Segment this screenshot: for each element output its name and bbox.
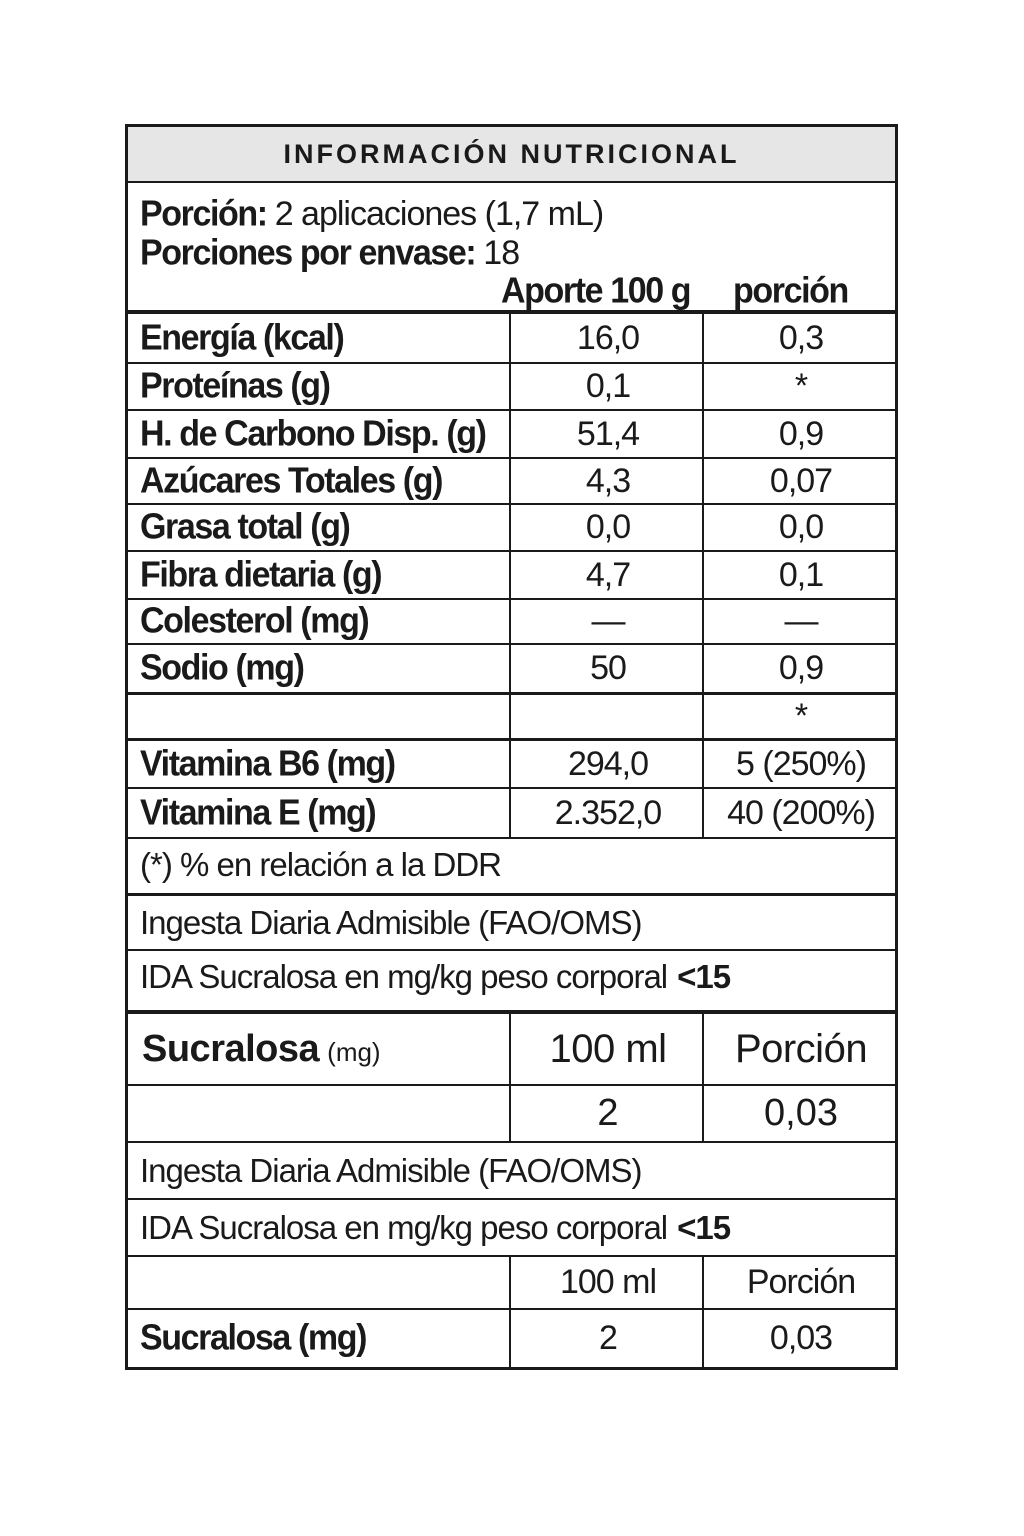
footnote: (*) % en relación a la DDR: [140, 846, 501, 883]
column-divider: [509, 1014, 511, 1143]
column-divider: [702, 1014, 704, 1143]
servings-per-container-label: Porciones por envase:: [140, 232, 476, 273]
nutrient-per100: —: [591, 602, 625, 640]
nutrient-name: Colesterol (mg): [140, 601, 369, 641]
sucralose-val-100ml: 2: [599, 1319, 617, 1357]
sucralose-header-row: [128, 1257, 895, 1310]
serving-label: Porción:: [140, 193, 267, 234]
ida-limit: <15: [677, 958, 731, 995]
nutrient-portion: 0,9: [778, 414, 824, 453]
column-divider: [702, 314, 704, 839]
nutrition-label: [125, 124, 898, 1370]
column-header-per100: Aporte 100 g: [501, 270, 691, 311]
ida-limit: <15: [677, 1208, 731, 1246]
title-row: [128, 127, 895, 183]
nutrient-per100: 4,3: [585, 461, 631, 500]
nutrient-name: Sodio (mg): [140, 648, 304, 688]
vitamin-name: Vitamina E (mg): [140, 792, 376, 833]
ida-text: IDA Sucralosa en mg/kg peso corporal: [140, 1208, 668, 1246]
nutrient-name: Fibra dietaria (g): [140, 554, 382, 595]
sucralose-col-100ml: 100 ml: [549, 1026, 667, 1071]
nutrient-row: [128, 552, 895, 600]
nutrient-portion: —: [784, 602, 818, 640]
nutrient-row: [128, 411, 895, 459]
ida-heading-row: [128, 896, 895, 951]
nutrient-row: [128, 600, 895, 645]
vitamin-per100: 294,0: [567, 744, 649, 783]
sucralose-val-100ml: 2: [597, 1092, 619, 1134]
nutrient-portion: *: [794, 367, 808, 405]
vitamin-portion: 40 (200%): [727, 793, 875, 832]
column-divider: [509, 1257, 511, 1367]
ida-text-row: [128, 1200, 895, 1257]
nutrient-portion: 0,3: [778, 318, 824, 357]
sucralose-header-row: [128, 1014, 895, 1086]
vitamin-row: [128, 741, 895, 789]
nutrient-per100: 4,7: [585, 555, 631, 594]
vitamin-portion: 5 (250%): [736, 744, 866, 783]
sucralose-unit: (mg): [327, 1036, 381, 1067]
nutrient-name: Energía (kcal): [140, 317, 344, 358]
vitamin-per100: 2.352,0: [554, 793, 662, 832]
ida-text-row: [128, 951, 895, 1014]
nutrient-per100: 0,0: [585, 508, 631, 546]
ida-heading: Ingesta Diaria Admisible (FAO/OMS): [140, 903, 642, 941]
nutrient-row: [128, 459, 895, 505]
nutrient-row: [128, 505, 895, 552]
ida-text: IDA Sucralosa en mg/kg peso corporal: [140, 958, 668, 995]
vitamin-name: Vitamina B6 (mg): [140, 743, 395, 784]
label-title: INFORMACIÓN NUTRICIONAL: [283, 138, 740, 169]
sucralose-col-portion: Porción: [734, 1026, 868, 1071]
sucralose-col-portion: Porción: [746, 1263, 856, 1301]
column-header-portion: porción: [733, 270, 848, 311]
serving-value: 2 aplicaciones (1,7 mL): [274, 194, 604, 233]
footnote-row: [128, 839, 895, 896]
vitamin-row: [128, 789, 895, 839]
ida-heading-row: [128, 1143, 895, 1200]
column-divider: [702, 1257, 704, 1367]
nutrient-per100: 51,4: [576, 414, 640, 453]
servings-per-container-value: 18: [483, 233, 520, 272]
ida-heading: Ingesta Diaria Admisible (FAO/OMS): [140, 1151, 642, 1189]
sucralose-col-100ml: 100 ml: [559, 1263, 657, 1301]
nutrient-per100: 0,1: [585, 367, 631, 405]
vitamin-header-name: [140, 694, 508, 739]
sucralose-val-portion: 0,03: [764, 1092, 838, 1134]
serving-info: [128, 183, 895, 314]
nutrient-portion: 0,1: [778, 555, 824, 594]
vitamin-header-row: [128, 695, 895, 741]
sucralose-name: Sucralosa: [142, 1027, 320, 1070]
nutrient-name: H. de Carbono Disp. (g): [140, 413, 486, 454]
nutrient-row: [128, 314, 895, 364]
nutrient-per100: 16,0: [576, 318, 640, 357]
column-divider: [509, 314, 511, 839]
nutrient-name: Azúcares Totales (g): [140, 460, 443, 501]
sucralose-val-portion: 0,03: [769, 1319, 833, 1357]
sucralose-value-row: [128, 1310, 895, 1367]
nutrient-portion: 0,07: [769, 461, 833, 500]
vitamin-header-portion: *: [794, 697, 808, 735]
sucralose-value-row: [128, 1086, 895, 1143]
vitamin-header-per100: [513, 695, 703, 738]
nutrient-portion: 0,9: [778, 649, 824, 687]
nutrient-row: [128, 364, 895, 411]
nutrient-name: Proteínas (g): [140, 366, 330, 406]
nutrient-per100: 50: [590, 649, 626, 687]
nutrient-portion: 0,0: [778, 508, 824, 546]
nutrient-row: [128, 645, 895, 695]
sucralose-name: Sucralosa (mg): [140, 1318, 367, 1358]
nutrient-name: Grasa total (g): [140, 507, 350, 547]
